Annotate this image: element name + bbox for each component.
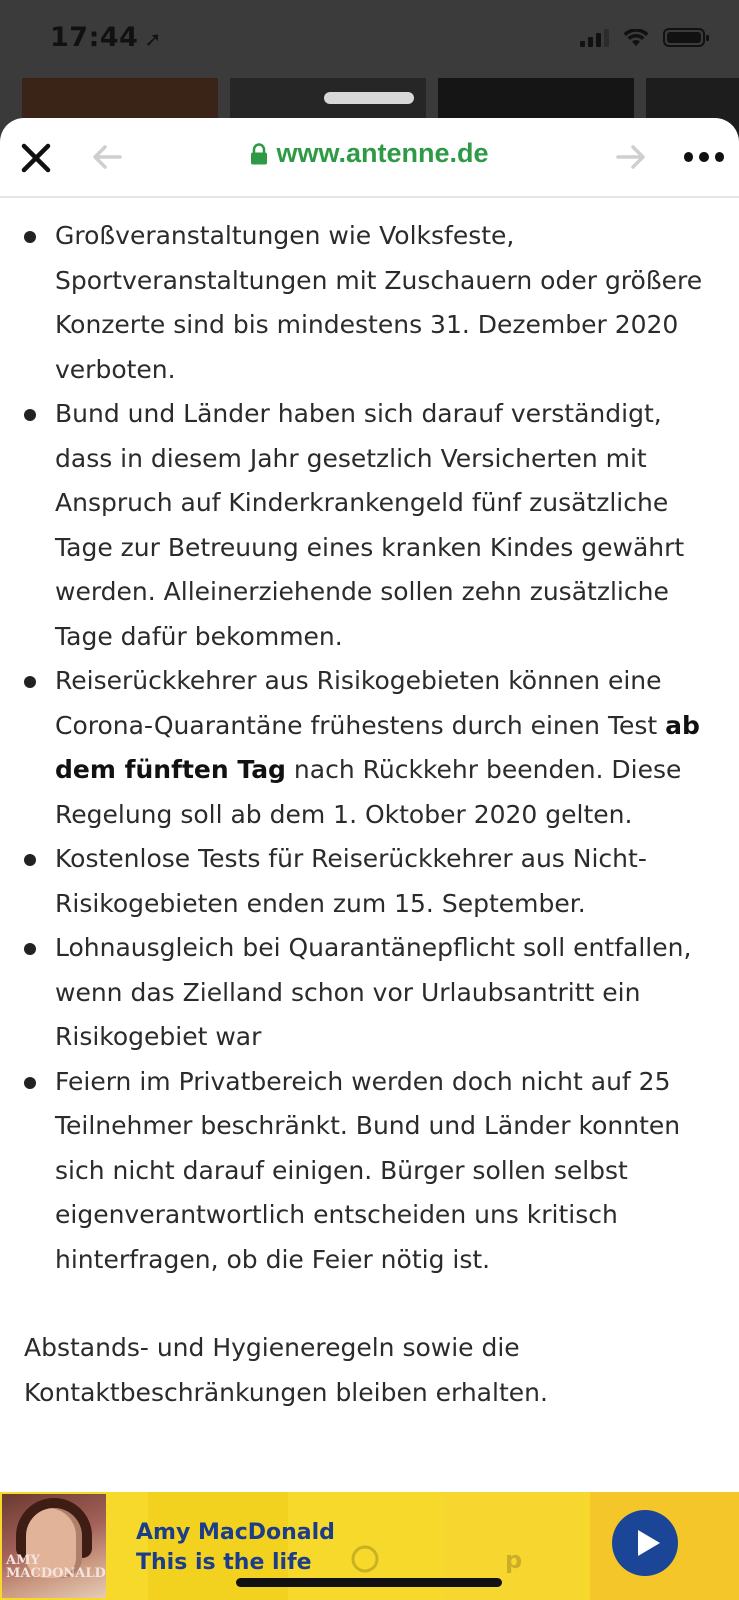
- track-title: This is the life: [136, 1550, 312, 1575]
- wifi-icon: [623, 29, 649, 47]
- album-cover-text: AMY MACDONALD: [6, 1553, 106, 1581]
- list-item: [0, 392, 739, 659]
- cellular-signal-icon: [580, 29, 609, 47]
- list-item: [0, 659, 739, 837]
- location-arrow-icon: ➚: [144, 27, 162, 51]
- bullet-text-before: Reiserückkehrer aus Risikogebieten können eine Corona-Quarantäne frühestens durch einen Test: [55, 666, 666, 740]
- list-item: [0, 837, 739, 926]
- article-content: [0, 214, 739, 1415]
- radio-player-bar[interactable]: [0, 1492, 739, 1600]
- bullet-text: Lohnausgleich bei Quarantänepflicht soll entfallen, wenn das Zielland schon vor Urlaubsantritt ein Risikogebiet war: [55, 933, 692, 1051]
- status-time-text: 17:44: [50, 22, 139, 53]
- bullet-dot: [24, 854, 36, 866]
- browser-navbar: [0, 118, 739, 198]
- list-item: [0, 1060, 739, 1283]
- bullet-text: Feiern im Privatbereich werden doch nicht auf 25 Teilnehmer beschränkt. Bund und Länder konnten sich nicht darauf einigen. Bürger sollen selbst eigenverantwortlich entscheiden uns kritisch hinterfragen, ob die Feier nötig ist.: [55, 1066, 681, 1274]
- bullet-text-after: nach Rückkehr beenden. Diese Regelung soll ab dem 1. Oktober 2020 gelten.: [55, 755, 682, 829]
- home-indicator[interactable]: [236, 1578, 502, 1587]
- sheet-drag-handle[interactable]: [324, 92, 414, 104]
- bullet-dot: [24, 231, 36, 243]
- status-icons: [580, 28, 705, 47]
- bullet-dot: [24, 676, 36, 688]
- bullet-text: Kostenlose Tests für Reiserückkehrer aus Nicht-Risikogebieten enden zum 15. September.: [55, 844, 647, 918]
- article-bullet-list: [0, 214, 739, 1282]
- bullet-dot: [24, 943, 36, 955]
- closing-paragraph: Abstands- und Hygieneregeln sowie die Kontaktbeschränkungen bleiben erhalten.: [24, 1333, 548, 1407]
- bullet-text: Großveranstaltungen wie Volksfeste, Sportveranstaltungen mit Zuschauern oder größere Konzerte sind bis mindestens 31. Dezember 2020 verboten.: [55, 221, 703, 384]
- battery-icon: [663, 28, 705, 47]
- spacer: [0, 1282, 739, 1326]
- bullet-text: Bund und Länder haben sich darauf verständigt, dass in diesem Jahr gesetzlich Versicherten mit Anspruch auf Kinderkrankengeld fünf zusätzliche Tage zur Betreuung eines kranken Kindes gewährt werden. Alleinerziehende sollen zehn zusätzliche Tage dafür bekommen.: [55, 399, 685, 651]
- svg-text:p: p: [505, 1546, 523, 1574]
- list-item: [0, 214, 739, 392]
- album-cover[interactable]: [2, 1494, 106, 1598]
- lock-icon: [250, 143, 268, 165]
- status-time: [50, 22, 162, 53]
- bullet-dot: [24, 1077, 36, 1089]
- play-icon[interactable]: [612, 1510, 678, 1576]
- url-bar-inner: [250, 138, 488, 169]
- browser-sheet: [0, 118, 739, 1600]
- list-item: [0, 926, 739, 1060]
- bullet-text-bold: ab dem fünften Tag: [55, 710, 700, 784]
- status-bar: [0, 0, 739, 80]
- whatsapp-icon: [350, 1544, 380, 1574]
- forward-arrow-icon[interactable]: [614, 140, 648, 174]
- url-text: www.antenne.de: [276, 138, 489, 168]
- more-dots-icon[interactable]: [684, 152, 724, 164]
- track-artist: Amy MacDonald: [136, 1520, 335, 1545]
- bullet-dot: [24, 409, 36, 421]
- pinterest-icon: [498, 1544, 528, 1574]
